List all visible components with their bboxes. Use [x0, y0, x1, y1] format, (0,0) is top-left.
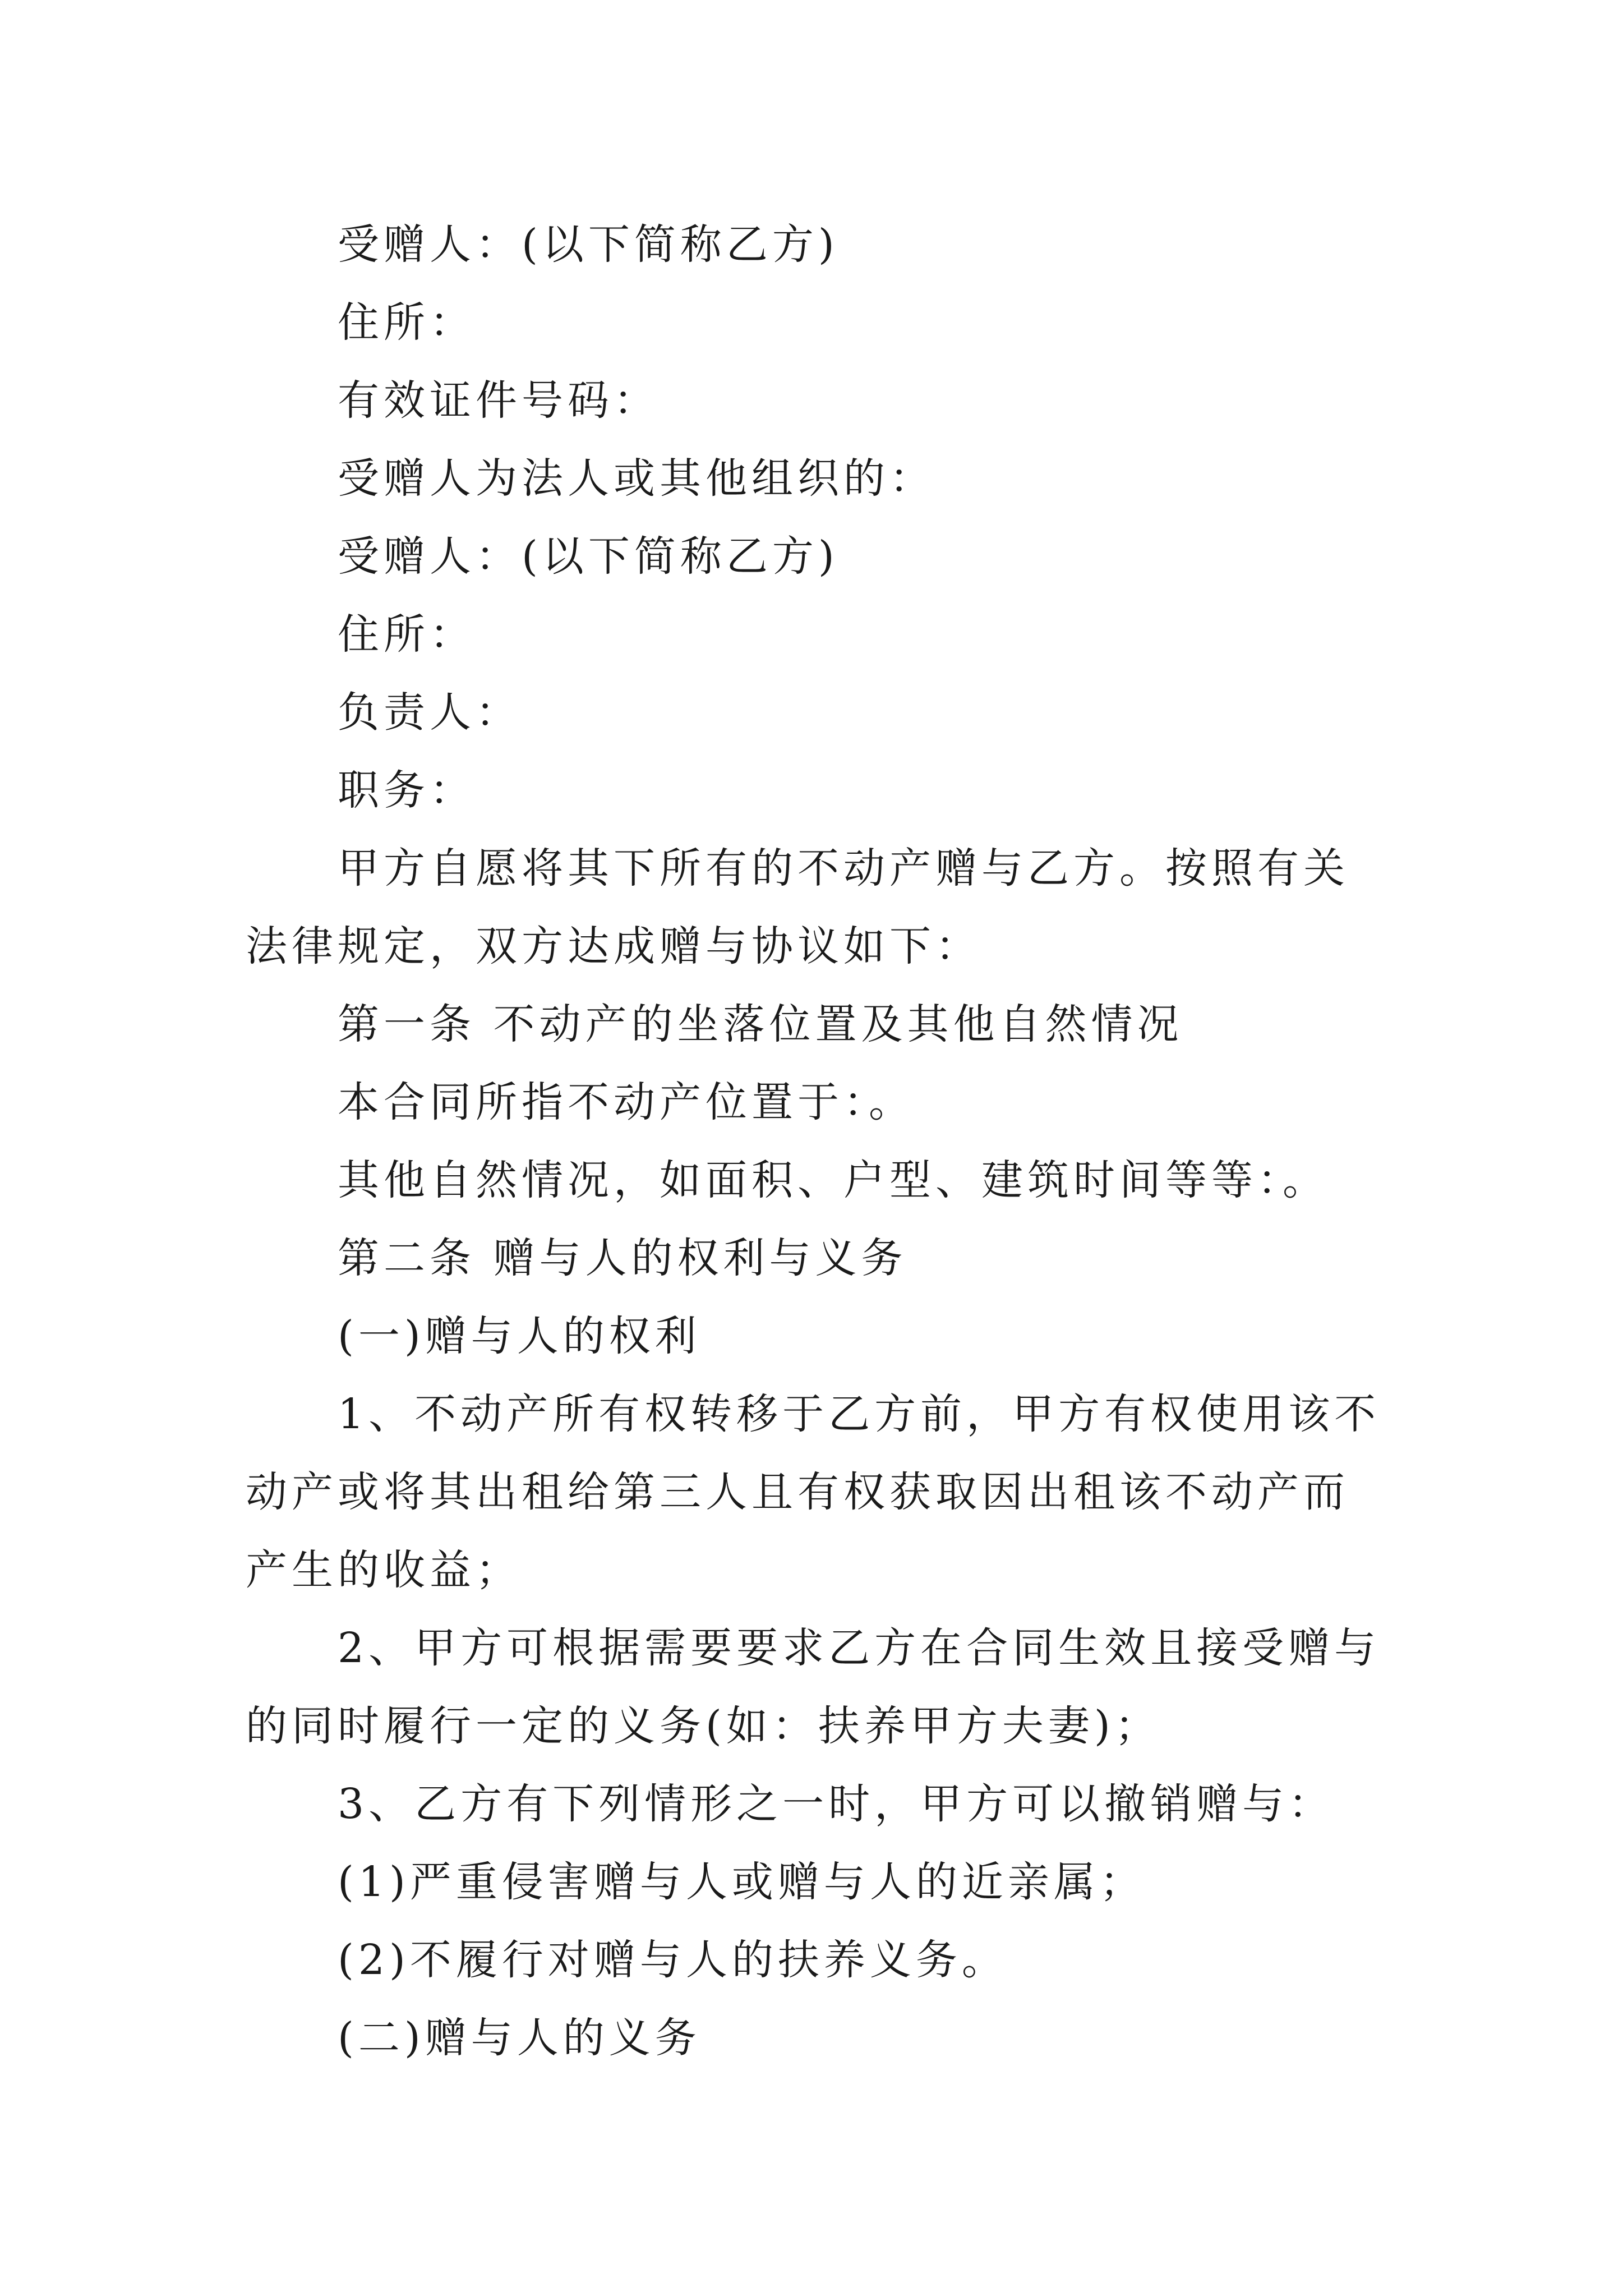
paragraph-recipient-heading: 受赠人：(以下简称乙方): [338, 220, 839, 269]
document-body: [246, 206, 1384, 2077]
paragraph-legal-entity: 受赠人为法人或其他组织的：: [338, 454, 935, 503]
paragraph-position: 职务：: [338, 766, 476, 815]
paragraph-donor-obligations-heading: (二)赠与人的义务: [338, 2014, 701, 2062]
paragraph-donor-right-1: 1、不动产所有权转移于乙方前，甲方有权使用该不动产或将其出租给第三人且有权获取因出租该不动产而产生的收益；: [246, 1390, 1381, 1594]
paragraph-agreement-intro: 甲方自愿将其下所有的不动产赠与乙方。按照有关法律规定，双方达成赠与协议如下：: [246, 844, 1349, 970]
paragraph-donor-rights-heading: (一)赠与人的权利: [338, 1312, 701, 1360]
paragraph-responsible-person: 负责人：: [338, 688, 522, 737]
paragraph-residence: 住所：: [338, 298, 476, 347]
paragraph-recipient-heading-2: 受赠人：(以下简称乙方): [338, 532, 839, 581]
paragraph-article-1-title: 第一条 不动产的坐落位置及其他自然情况: [338, 1000, 1183, 1048]
paragraph-property-location: 本合同所指不动产位置于：。: [338, 1078, 915, 1126]
paragraph-article-2-title: 第二条 赠与人的权利与义务: [338, 1234, 907, 1282]
paragraph-donor-right-2: 2、甲方可根据需要要求乙方在合同生效且接受赠与的同时履行一定的义务(如：扶养甲方夫妻)；: [246, 1624, 1381, 1750]
paragraph-revocation-case-1: (1)严重侵害赠与人或赠与人的近亲属；: [338, 1858, 1146, 1906]
paragraph-property-details: 其他自然情况，如面积、户型、建筑时间等等：。: [338, 1156, 1329, 1204]
paragraph-id-number: 有效证件号码：: [338, 376, 660, 425]
paragraph-revocation-case-2: (2)不履行对赠与人的扶养义务。: [338, 1936, 1008, 1984]
paragraph-residence-2: 住所：: [338, 610, 476, 659]
paragraph-donor-right-3: 3、乙方有下列情形之一时，甲方可以撤销赠与：: [338, 1780, 1335, 1828]
